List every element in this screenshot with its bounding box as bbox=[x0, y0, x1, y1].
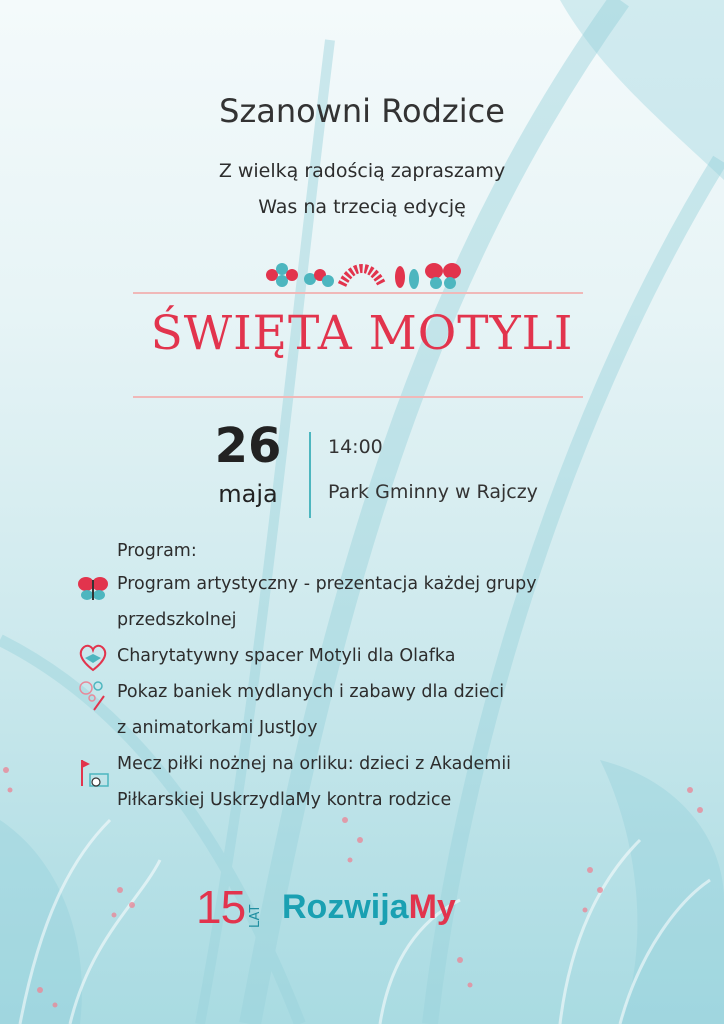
butterfly-lifecycle-icon bbox=[262, 257, 462, 293]
logo-number: 15 bbox=[196, 881, 246, 933]
event-title: ŚWIĘTA MOTYLI bbox=[150, 306, 574, 361]
program-item-3-line1: Pokaz baniek mydlanych i zabawy dla dzieci bbox=[117, 682, 505, 702]
program-item-3 bbox=[117, 674, 647, 746]
program-item-4-line2: Piłkarskiej UskrzydlaMy kontra rodzice bbox=[117, 790, 452, 810]
program-item-4 bbox=[117, 746, 647, 818]
title-rule-bottom bbox=[133, 396, 583, 398]
program-item-2 bbox=[117, 638, 647, 674]
program-item-2-line1: Charytatywny spacer Motyli dla Olafka bbox=[117, 646, 456, 666]
logo-name-last: My bbox=[408, 888, 456, 926]
invitation-line-2: Was na trzecią edycję bbox=[258, 196, 466, 218]
greeting-heading: Szanowni Rodzice bbox=[219, 92, 505, 130]
program-item-3-line2: z animatorkami JustJoy bbox=[117, 718, 318, 738]
program-item-4-line1: Mecz piłki nożnej na orliku: dzieci z Akademii bbox=[117, 754, 512, 774]
bubbles-icon bbox=[76, 678, 110, 712]
program-item-1-line1: Program artystyczny - prezentacja każdej grupy bbox=[117, 574, 537, 594]
butterfly-small-icon bbox=[425, 263, 461, 289]
heart-hands-icon bbox=[76, 640, 110, 674]
date-divider bbox=[309, 432, 311, 518]
event-time: 14:00 bbox=[328, 436, 383, 458]
program-item-1 bbox=[117, 566, 647, 638]
invitation-line-1: Z wielką radością zapraszamy bbox=[218, 160, 506, 182]
chrysalis-icon bbox=[395, 266, 419, 289]
eggs-icon bbox=[266, 263, 298, 287]
logo-name bbox=[282, 888, 456, 927]
event-month: maja bbox=[218, 480, 278, 508]
logo-lat: LAT bbox=[248, 904, 263, 928]
logo-name-main: Rozwija bbox=[282, 888, 409, 926]
soccer-goal-icon bbox=[76, 756, 110, 790]
event-place: Park Gminny w Rajczy bbox=[328, 481, 538, 503]
title-rule-top bbox=[133, 292, 583, 294]
rozwijamy-logo bbox=[196, 880, 536, 942]
program-item-1-line2: przedszkolnej bbox=[117, 610, 237, 630]
caterpillar-small-icon bbox=[304, 269, 334, 287]
program-heading: Program: bbox=[117, 541, 197, 561]
caterpillar-icon bbox=[342, 269, 382, 286]
event-day: 26 bbox=[214, 418, 282, 474]
butterfly-icon bbox=[76, 572, 110, 606]
